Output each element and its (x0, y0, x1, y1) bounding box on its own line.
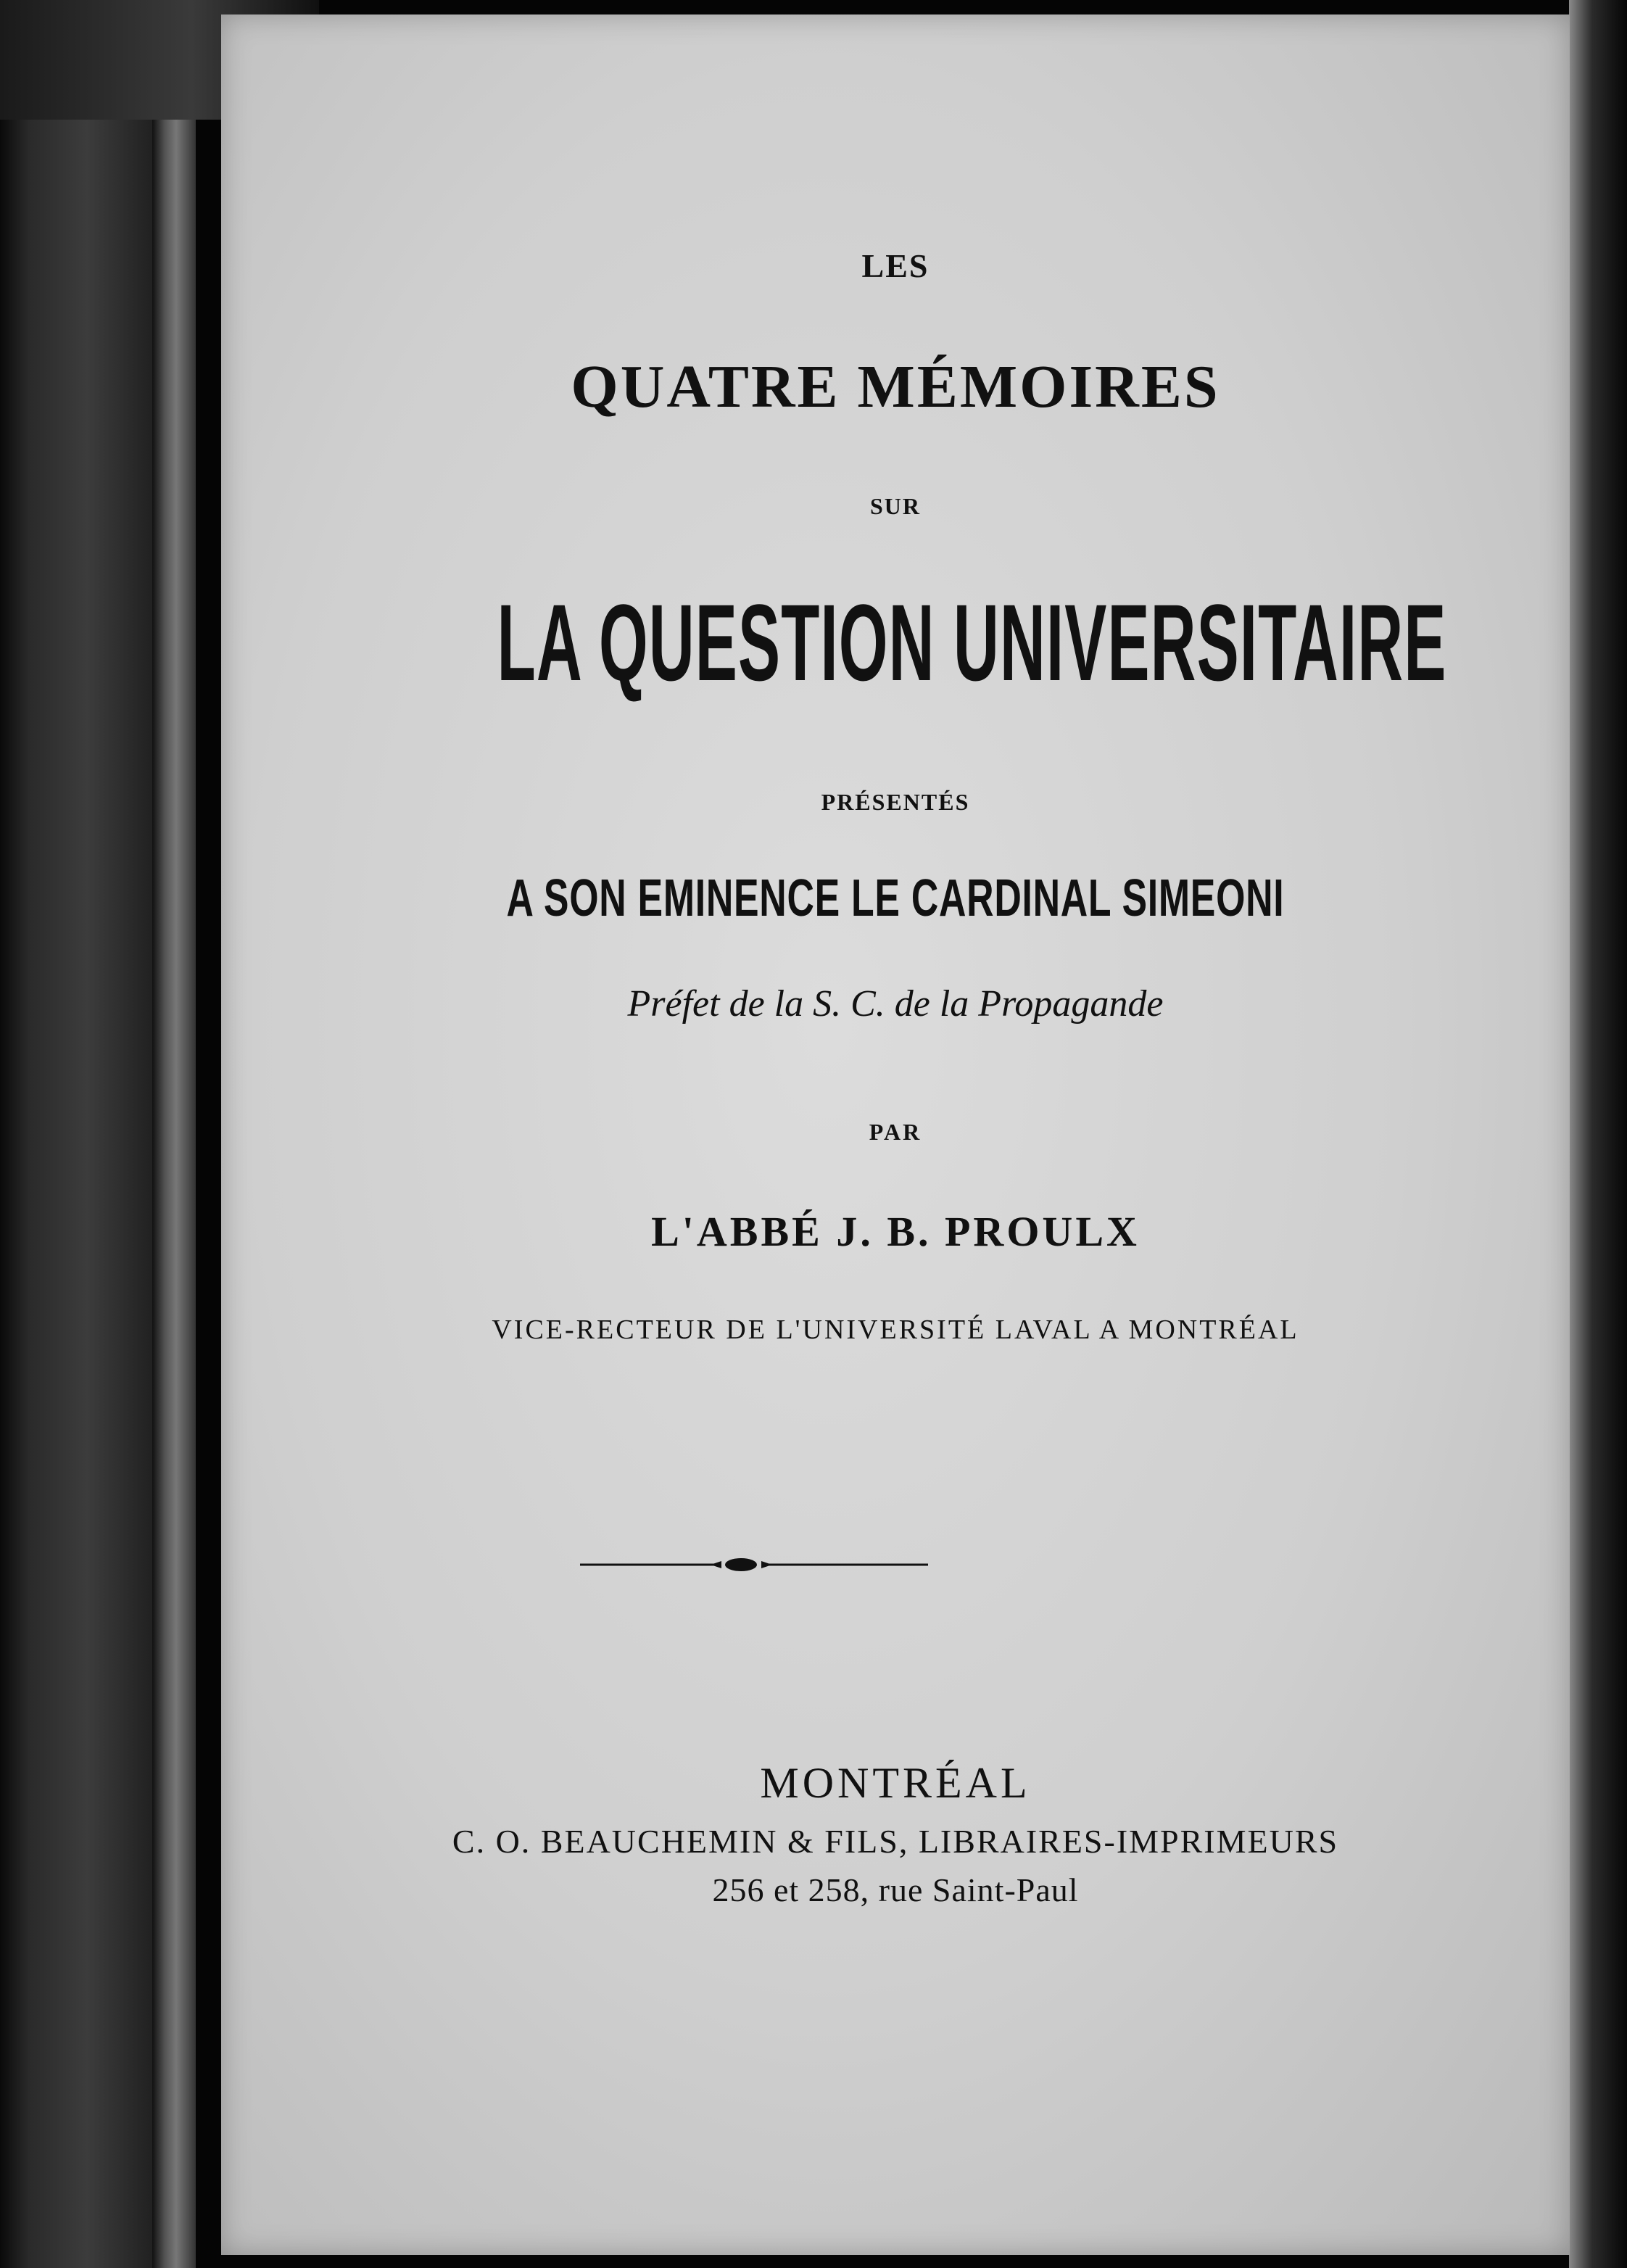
title-line-presentes: PRÉSENTÉS (821, 789, 970, 815)
dedicatee-title: Préfet de la S. C. de la Propagande (627, 983, 1164, 1025)
page-right-edge (1569, 0, 1627, 2268)
title-page (221, 15, 1570, 2255)
title-line-les: LES (861, 247, 930, 284)
imprint-address: 256 et 258, rue Saint-Paul (712, 1871, 1079, 1908)
imprint-publisher: C. O. BEAUCHEMIN & FILS, LIBRAIRES-IMPRIMEURS (452, 1823, 1339, 1860)
title-line-quatre-memoires: QUATRE MÉMOIRES (571, 353, 1220, 421)
main-title: LA QUESTION UNIVERSITAIRE (497, 582, 1447, 703)
imprint-city: MONTRÉAL (760, 1759, 1031, 1807)
author-name: L'ABBÉ J. B. PROULX (651, 1208, 1140, 1255)
author-position: VICE-RECTEUR DE L'UNIVERSITÉ LAVAL A MONTRÉAL (492, 1315, 1299, 1345)
binding-strip (152, 109, 196, 2268)
title-line-sur: SUR (869, 493, 921, 519)
title-line-par: PAR (869, 1119, 922, 1145)
rule-ornament-icon (580, 1550, 928, 1579)
dedicatee-line: A SON EMINENCE LE CARDINAL SIMEONI (506, 869, 1285, 927)
